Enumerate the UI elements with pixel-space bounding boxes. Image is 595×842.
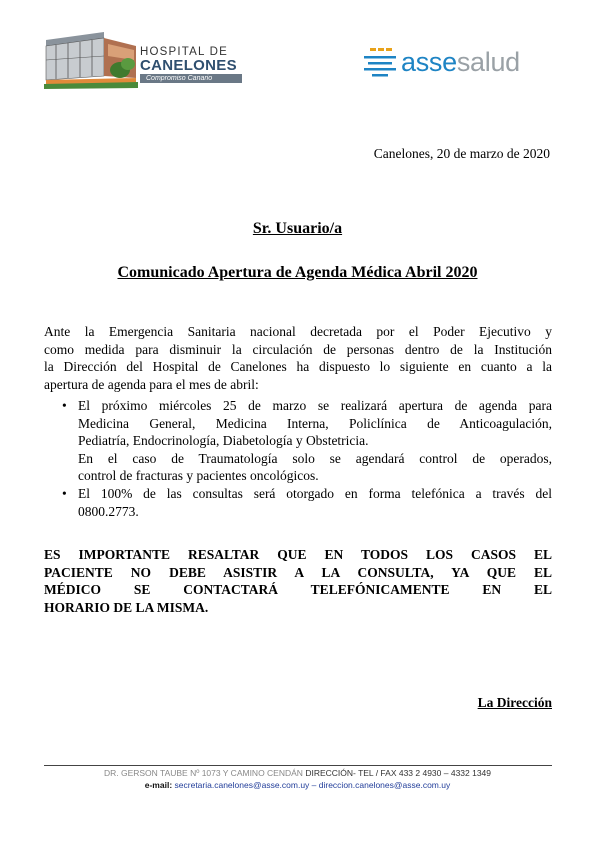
bullet-line: El próximo miércoles 25 de marzo se realizará apertura de agenda para bbox=[78, 398, 552, 413]
footer-email-links[interactable]: secretaria.canelones@asse.com.uy – direccion.canelones@asse.com.uy bbox=[174, 780, 451, 790]
important-notice bbox=[44, 546, 552, 616]
hospital-logo-line1: HOSPITAL DE bbox=[140, 46, 228, 58]
intro-line: Ante la Emergencia Sanitaria nacional decretada por el Poder Ejecutivo y bbox=[44, 324, 552, 339]
intro-line: como medida para disminuir la circulación de personas dentro de la Institución bbox=[44, 341, 552, 357]
footer-email-line bbox=[0, 780, 595, 790]
bullet-item bbox=[62, 485, 552, 520]
important-line: HORARIO DE LA MISMA. bbox=[44, 599, 209, 615]
hospital-canelones-logo bbox=[44, 26, 244, 90]
footer-divider bbox=[44, 765, 552, 766]
hospital-building-icon bbox=[44, 26, 140, 90]
footer-address-line bbox=[0, 768, 595, 778]
hospital-logo-tagline: Compromiso Canario bbox=[140, 74, 242, 83]
bullet-item bbox=[62, 397, 552, 485]
bullet-list bbox=[62, 397, 552, 520]
footer-address: DR. GERSON TAUBE Nº 1073 Y CAMINO CENDÁN bbox=[103, 768, 303, 778]
bullet-line: Pediatría, Endocrinología, Diabetología y Obstetricia. bbox=[78, 433, 369, 449]
intro-line: la Dirección del Hospital de Canelones ha dispuesto lo siguiente en cuanto a la bbox=[44, 359, 552, 375]
important-line: MÉDICO SE CONTACTARÁ TELEFÓNICAMENTE EN EL bbox=[44, 582, 552, 598]
bullet-line: El 100% de las consultas será otorgado en forma telefónica a través del bbox=[78, 485, 552, 501]
bullet-line: En el caso de Traumatología solo se agendará control de operados, bbox=[78, 450, 552, 466]
greeting: Sr. Usuario/a bbox=[252, 220, 343, 237]
document-date: Canelones, 20 de marzo de 2020 bbox=[373, 146, 550, 161]
intro-line: apertura de agenda para el mes de abril: bbox=[44, 376, 259, 392]
footer-phones: DIRECCIÓN- TEL / FAX 433 2 4930 – 4332 1349 bbox=[305, 768, 492, 778]
asse-wordmark-asse: asse bbox=[401, 47, 457, 77]
bullet-dot-icon: • bbox=[62, 398, 67, 413]
asse-wordmark-salud: salud bbox=[456, 47, 520, 77]
asse-wordmark bbox=[401, 47, 520, 77]
bullet-line: Medicina General, Medicina Interna, Policlínica de Anticoagulación, bbox=[78, 415, 552, 431]
bullet-line: control de fracturas y pacientes oncológicos. bbox=[78, 468, 319, 484]
hospital-logo-line2: CANELONES bbox=[140, 57, 237, 74]
important-line: PACIENTE NO DEBE ASISTIR A LA CONSULTA, YA QUE EL bbox=[44, 564, 552, 580]
intro-paragraph bbox=[44, 323, 552, 393]
document-subject: Comunicado Apertura de Agenda Médica Abril 2020 bbox=[117, 264, 478, 281]
footer-email-label: e-mail: bbox=[144, 780, 173, 790]
signature: La Dirección bbox=[477, 695, 552, 710]
asse-symbol-icon bbox=[360, 44, 400, 80]
important-line: ES IMPORTANTE RESALTAR QUE EN TODOS LOS CASOS EL bbox=[44, 547, 552, 562]
bullet-line: 0800.2773. bbox=[78, 503, 139, 519]
bullet-dot-icon: • bbox=[62, 485, 67, 501]
asse-salud-logo bbox=[360, 44, 565, 84]
